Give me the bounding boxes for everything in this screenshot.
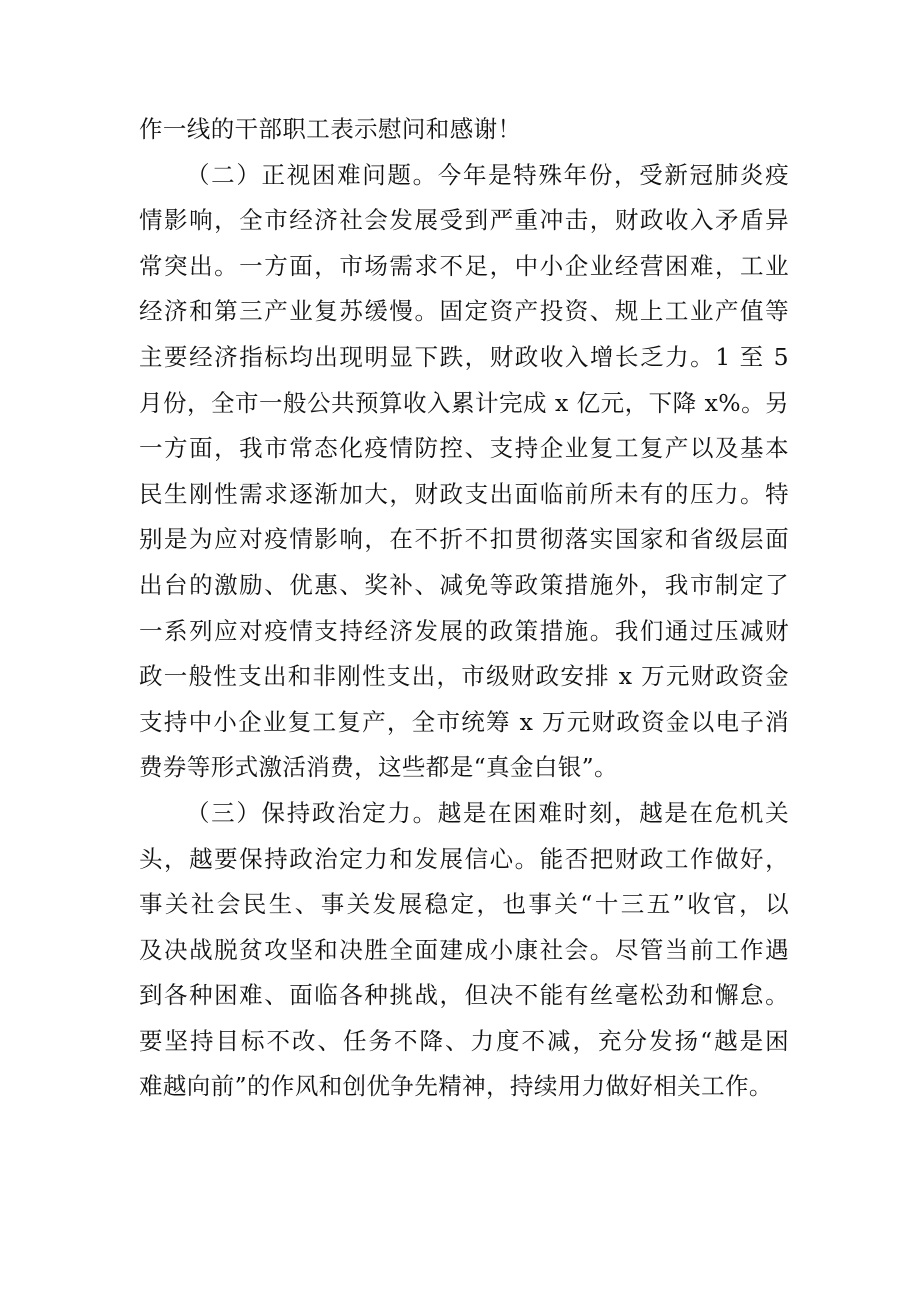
text-line: 情影响，全市经济社会发展受到严重冲击，财政收入矛盾异 [139,206,789,235]
text-line: 难越向前”的作风和创优争先精神，持续用力做好相关工作。 [139,1072,773,1101]
text-line: 民生刚性需求逐渐加大，财政支出面临前所未有的压力。特 [139,479,789,508]
text-line: 一系列应对疫情支持经济发展的政策措施。我们通过压减财 [139,616,789,645]
text-line: 到各种困难、面临各种挑战，但决不能有丝毫松劲和懈怠。 [139,981,789,1010]
text-line: 一方面，我市常态化疫情防控、支持企业复工复产以及基本 [139,434,789,463]
text-line: 别是为应对疫情影响，在不折不扣贯彻落实国家和省级层面 [139,525,789,554]
text-line: 支持中小企业复工复产，全市统筹 x 万元财政资金以电子消 [139,707,789,736]
text-line: 及决战脱贫攻坚和决胜全面建成小康社会。尽管当前工作遇 [139,935,789,964]
text-line: 费券等形式激活消费，这些都是“真金白银”。 [139,753,618,782]
body-text [139,107,789,1110]
text-line: 主要经济指标均出现明显下跌，财政收入增长乏力。1 至 5 [139,342,789,371]
text-line: （二）正视困难问题。今年是特殊年份，受新冠肺炎疫 [186,160,789,189]
text-line: 要坚持目标不改、任务不降、力度不减，充分发扬“越是困 [139,1026,789,1055]
text-line: 头，越要保持政治定力和发展信心。能否把财政工作做好， [139,844,789,873]
text-line: 常突出。一方面，市场需求不足，中小企业经营困难，工业 [139,251,789,280]
text-line: 月份，全市一般公共预算收入累计完成 x 亿元，下降 x%。另 [139,388,789,417]
text-line: 经济和第三产业复苏缓慢。固定资产投资、规上工业产值等 [139,297,789,326]
text-line: （三）保持政治定力。越是在困难时刻，越是在危机关 [186,798,789,827]
text-line: 事关社会民生、事关发展稳定，也事关“十三五”收官，以 [139,890,789,919]
text-line: 作一线的干部职工表示慰问和感谢！ [139,115,522,143]
text-line: 出台的激励、优惠、奖补、减免等政策措施外，我市制定了 [139,570,789,599]
text-line: 政一般性支出和非刚性支出，市级财政安排 x 万元财政资金 [139,662,789,691]
